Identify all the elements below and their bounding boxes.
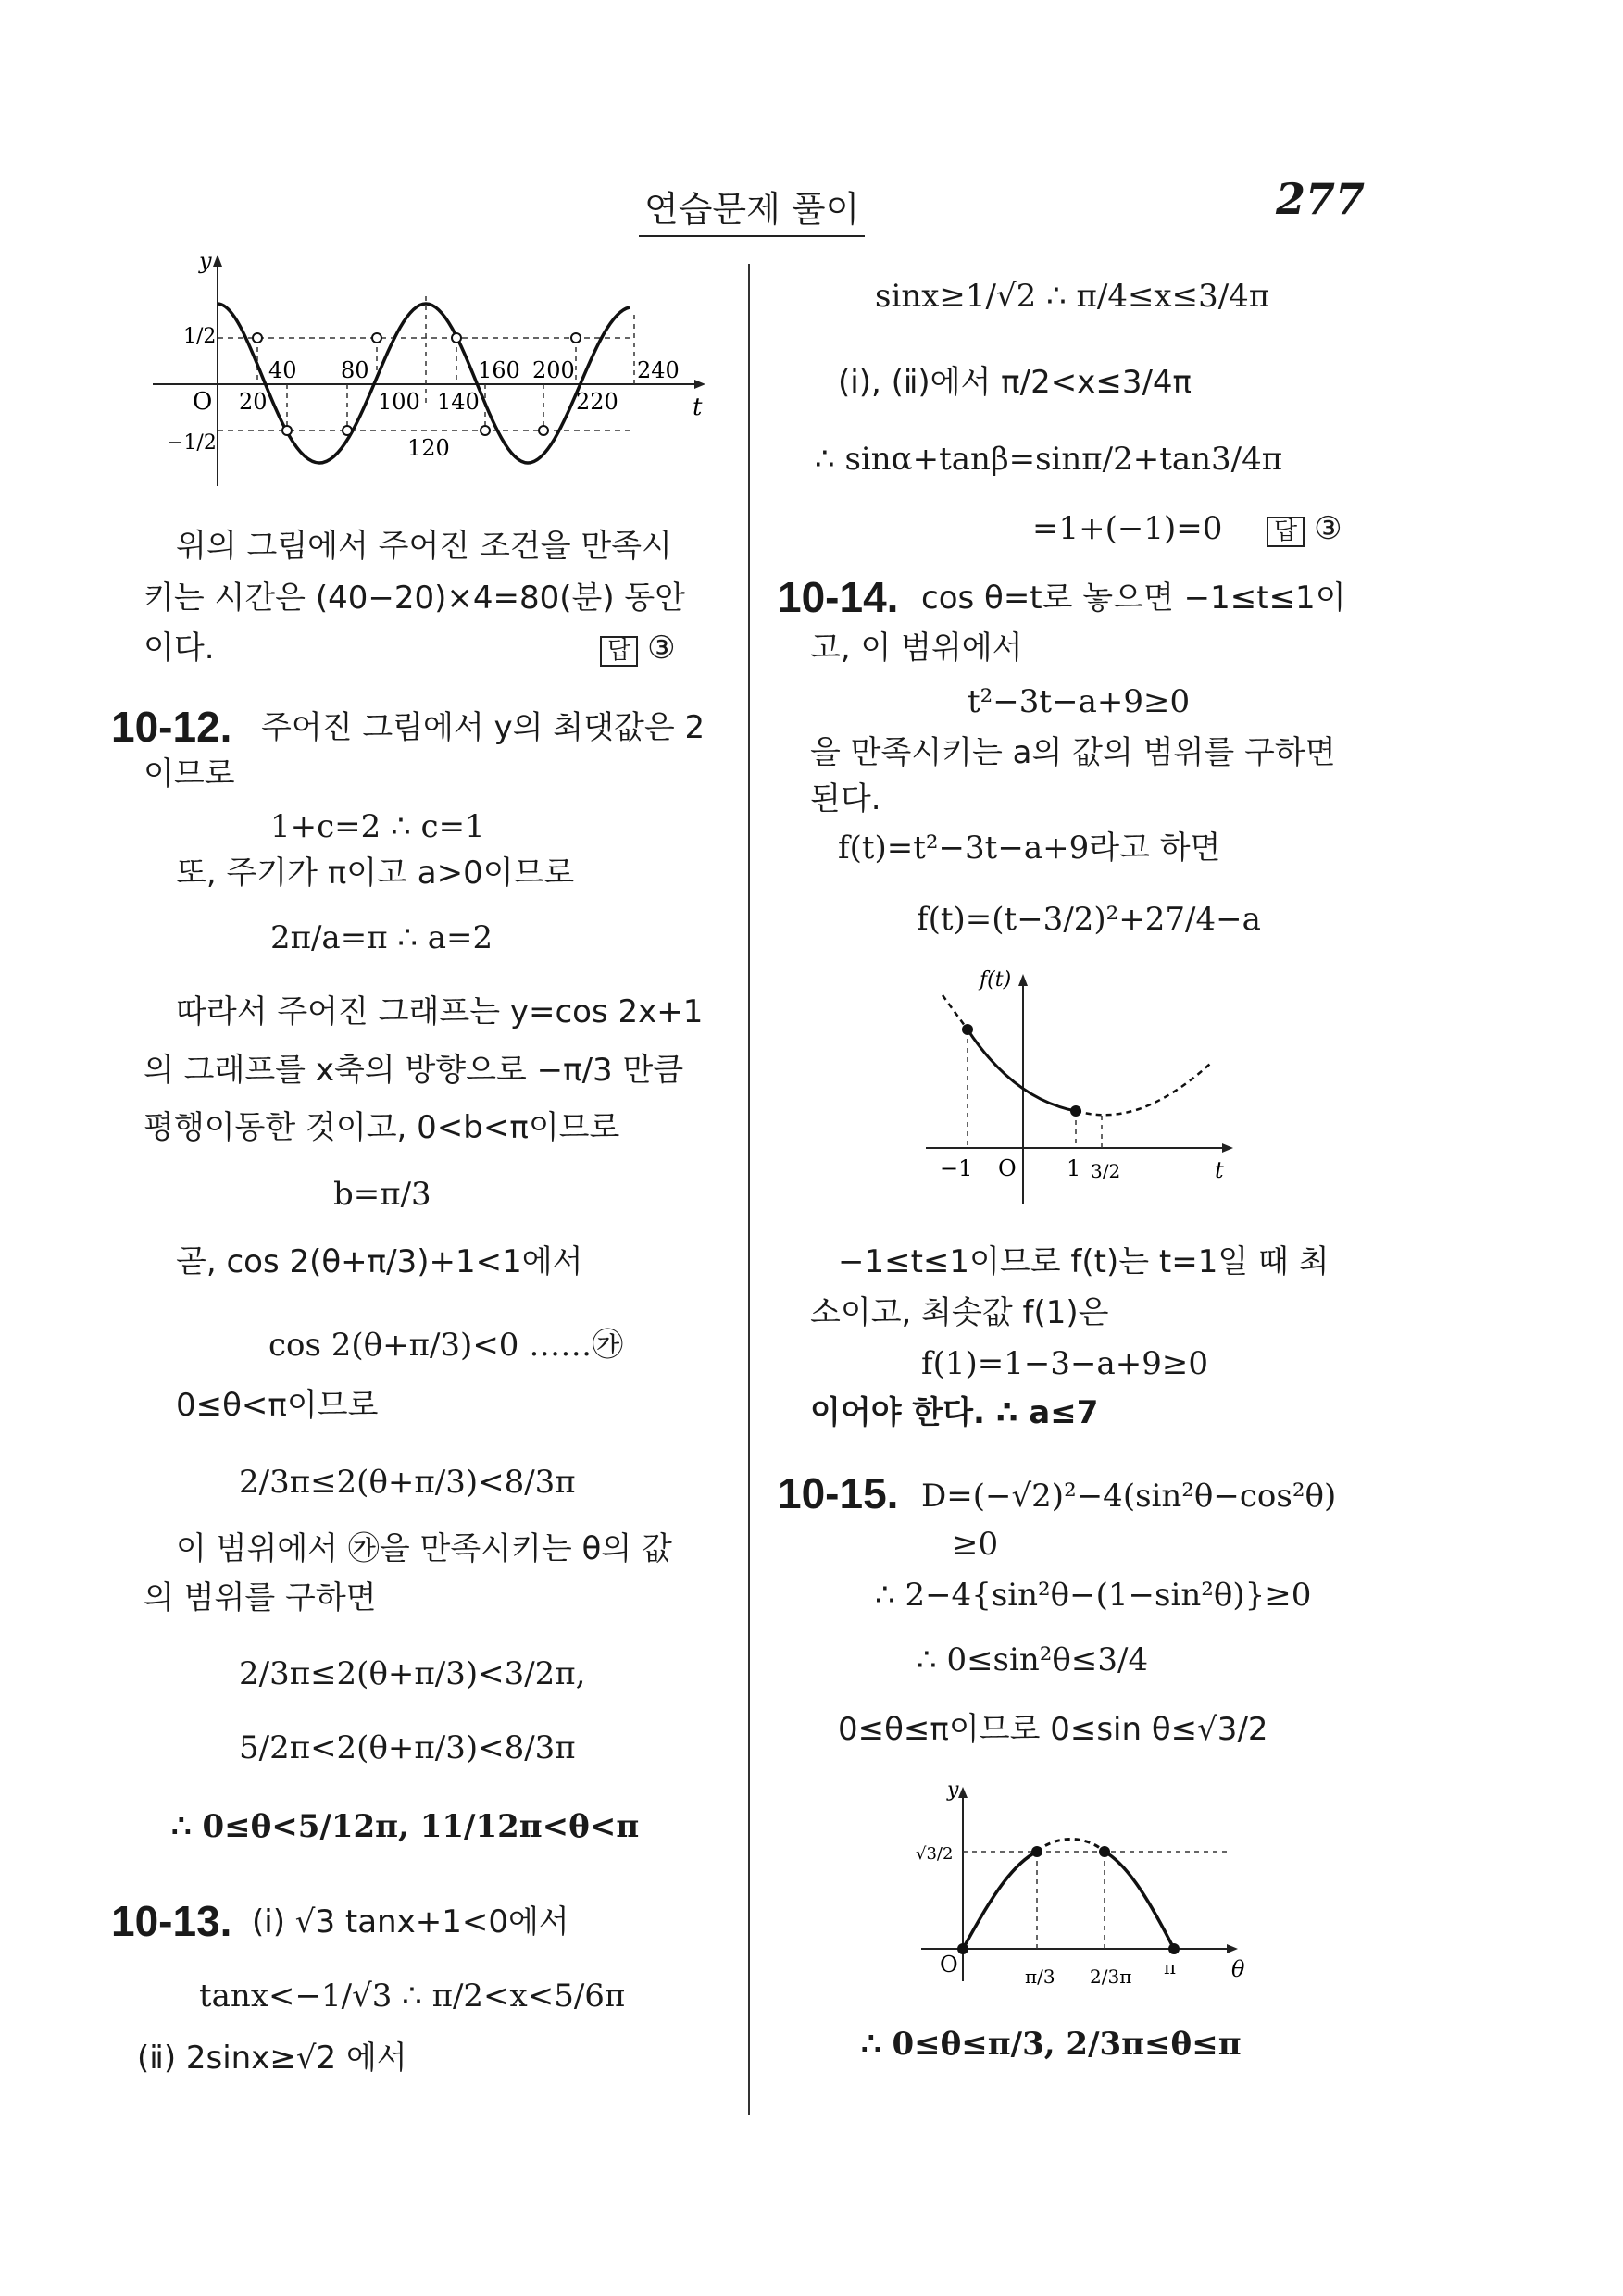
section-title: 연습문제 풀이 bbox=[639, 181, 865, 237]
tick-1: 1 bbox=[1067, 1155, 1081, 1181]
problem-number: 10-13. bbox=[111, 1897, 232, 1945]
tick-100: 100 bbox=[378, 389, 420, 415]
origin: O bbox=[998, 1155, 1017, 1181]
y-label: y bbox=[199, 248, 212, 274]
tick-pi: π bbox=[1164, 1956, 1177, 1978]
tick-neg1: −1 bbox=[940, 1155, 973, 1181]
equation: tanx<−1/√3 ∴ π/2<x<5/6π bbox=[199, 1978, 626, 2015]
equation: b=π/3 bbox=[333, 1176, 431, 1213]
column-divider bbox=[748, 264, 750, 2115]
equation: 5/2π<2(θ+π/3)<8/3π bbox=[239, 1729, 576, 1766]
t-label: t bbox=[693, 393, 703, 421]
problem-number: 10-15. bbox=[778, 1469, 899, 1517]
text-line: cos θ=t로 놓으면 −1≤t≤1이 bbox=[921, 580, 1346, 617]
tick-120: 120 bbox=[407, 435, 450, 461]
text-line: 이어야 한다. ∴ a≤7 bbox=[810, 1394, 1099, 1431]
problem-number: 10-14. bbox=[778, 573, 899, 621]
sine-graph bbox=[139, 250, 713, 491]
text-line: 이 범위에서 ㉮을 만족시키는 θ의 값 bbox=[176, 1530, 672, 1567]
parabola-graph bbox=[917, 963, 1250, 1213]
equation: sinx≥1/√2 ∴ π/4≤x≤3/4π bbox=[875, 278, 1270, 315]
tick-200: 200 bbox=[532, 357, 575, 383]
equation: ∴ 2−4{sin²θ−(1−sin²θ)}≥0 bbox=[875, 1577, 1312, 1614]
equation: 2/3π≤2(θ+π/3)<8/3π bbox=[239, 1464, 576, 1501]
equation: =1+(−1)=0 bbox=[1032, 510, 1223, 547]
equation: 2π/a=π ∴ a=2 bbox=[270, 919, 493, 956]
tick-220: 220 bbox=[576, 389, 618, 415]
sine-arch-graph bbox=[912, 1778, 1264, 1990]
text-line: 평행이동한 것이고, 0<b<π이므로 bbox=[144, 1109, 620, 1146]
result: ∴ 0≤θ<5/12π, 11/12π<θ<π bbox=[171, 1808, 640, 1845]
text-line: 0≤θ<π이므로 bbox=[176, 1387, 379, 1424]
equation: 2/3π≤2(θ+π/3)<3/2π, bbox=[239, 1655, 586, 1692]
tick-40: 40 bbox=[268, 357, 297, 383]
problem-number: 10-12. bbox=[111, 703, 232, 751]
text-line: 고, 이 범위에서 bbox=[810, 630, 1023, 667]
origin: O bbox=[940, 1952, 958, 1978]
text-line: 키는 시간은 (40−20)×4=80(분) 동안 bbox=[144, 580, 686, 617]
tick-3-2: 3/2 bbox=[1091, 1160, 1121, 1182]
text-line: 의 범위를 구하면 bbox=[144, 1579, 377, 1616]
tick-80: 80 bbox=[341, 357, 369, 383]
equation: cos 2(θ+π/3)<0 ……㉮ bbox=[268, 1327, 624, 1364]
text-line: (ⅰ) √3 tanx+1<0에서 bbox=[252, 1903, 569, 1940]
y-label: y bbox=[947, 1778, 959, 1802]
text-line: 주어진 그림에서 y의 최댓값은 2 bbox=[261, 709, 705, 746]
text-line: −1≤t≤1이므로 f(t)는 t=1일 때 최 bbox=[838, 1243, 1330, 1280]
theta-label: θ bbox=[1231, 1956, 1245, 1982]
neg-half-label: −1/2 bbox=[167, 431, 217, 455]
equation: t²−3t−a+9≥0 bbox=[968, 683, 1191, 720]
equation: D=(−√2)²−4(sin²θ−cos²θ) bbox=[921, 1478, 1337, 1515]
result: ∴ 0≤θ≤π/3, 2/3π≤θ≤π bbox=[861, 2026, 1242, 2063]
tick-140: 140 bbox=[437, 389, 480, 415]
text-line: (ⅱ) 2sinx≥√2 에서 bbox=[137, 2040, 407, 2077]
text-line: 이므로 bbox=[144, 755, 235, 792]
text-line: 위의 그림에서 주어진 조건을 만족시 bbox=[176, 528, 672, 565]
equation: f(t)=(t−3/2)²+27/4−a bbox=[917, 901, 1261, 938]
tick-240: 240 bbox=[637, 357, 680, 383]
t-label: t bbox=[1215, 1157, 1224, 1183]
text-line: 따라서 주어진 그래프는 y=cos 2x+1 bbox=[176, 993, 704, 1030]
origin: O bbox=[193, 388, 213, 416]
equation: f(1)=1−3−a+9≥0 bbox=[921, 1345, 1208, 1382]
answer-box: 답 ③ bbox=[1267, 512, 1342, 547]
text-line: 0≤θ≤π이므로 0≤sin θ≤√3/2 bbox=[838, 1711, 1268, 1748]
equation: ∴ 0≤sin²θ≤3/4 bbox=[917, 1641, 1149, 1678]
equation: ≥0 bbox=[952, 1526, 999, 1563]
y-tick-sqrt3-2: √3/2 bbox=[916, 1844, 954, 1864]
answer-box: 답 ③ bbox=[600, 631, 676, 667]
tick-pi-3: π/3 bbox=[1025, 1965, 1055, 1988]
equation: ∴ sinα+tanβ=sinπ/2+tan3/4π bbox=[815, 441, 1283, 478]
text-line: 또, 주기가 π이고 a>0이므로 bbox=[176, 855, 575, 892]
page-number: 277 bbox=[1276, 174, 1366, 224]
tick-20: 20 bbox=[239, 389, 268, 415]
text-line: 의 그래프를 x축의 방향으로 −π/3 만큼 bbox=[144, 1052, 684, 1089]
text-line: 을 만족시키는 a의 값의 범위를 구하면 bbox=[810, 734, 1336, 771]
equation: 1+c=2 ∴ c=1 bbox=[270, 808, 485, 845]
tick-160: 160 bbox=[478, 357, 520, 383]
text-line: 이다. bbox=[144, 630, 215, 667]
text-line: 곧, cos 2(θ+π/3)+1<1에서 bbox=[176, 1243, 583, 1280]
text-line: 된다. bbox=[810, 780, 881, 817]
text-line: 소이고, 최솟값 f(1)은 bbox=[810, 1294, 1109, 1331]
text-line: (ⅰ), (ⅱ)에서 π/2<x≤3/4π bbox=[838, 364, 1192, 401]
tick-2pi-3: 2/3π bbox=[1090, 1965, 1132, 1988]
equation: f(t)=t²−3t−a+9라고 하면 bbox=[838, 830, 1221, 867]
half-label: 1/2 bbox=[183, 325, 217, 348]
y-label: f(t) bbox=[980, 968, 1012, 992]
